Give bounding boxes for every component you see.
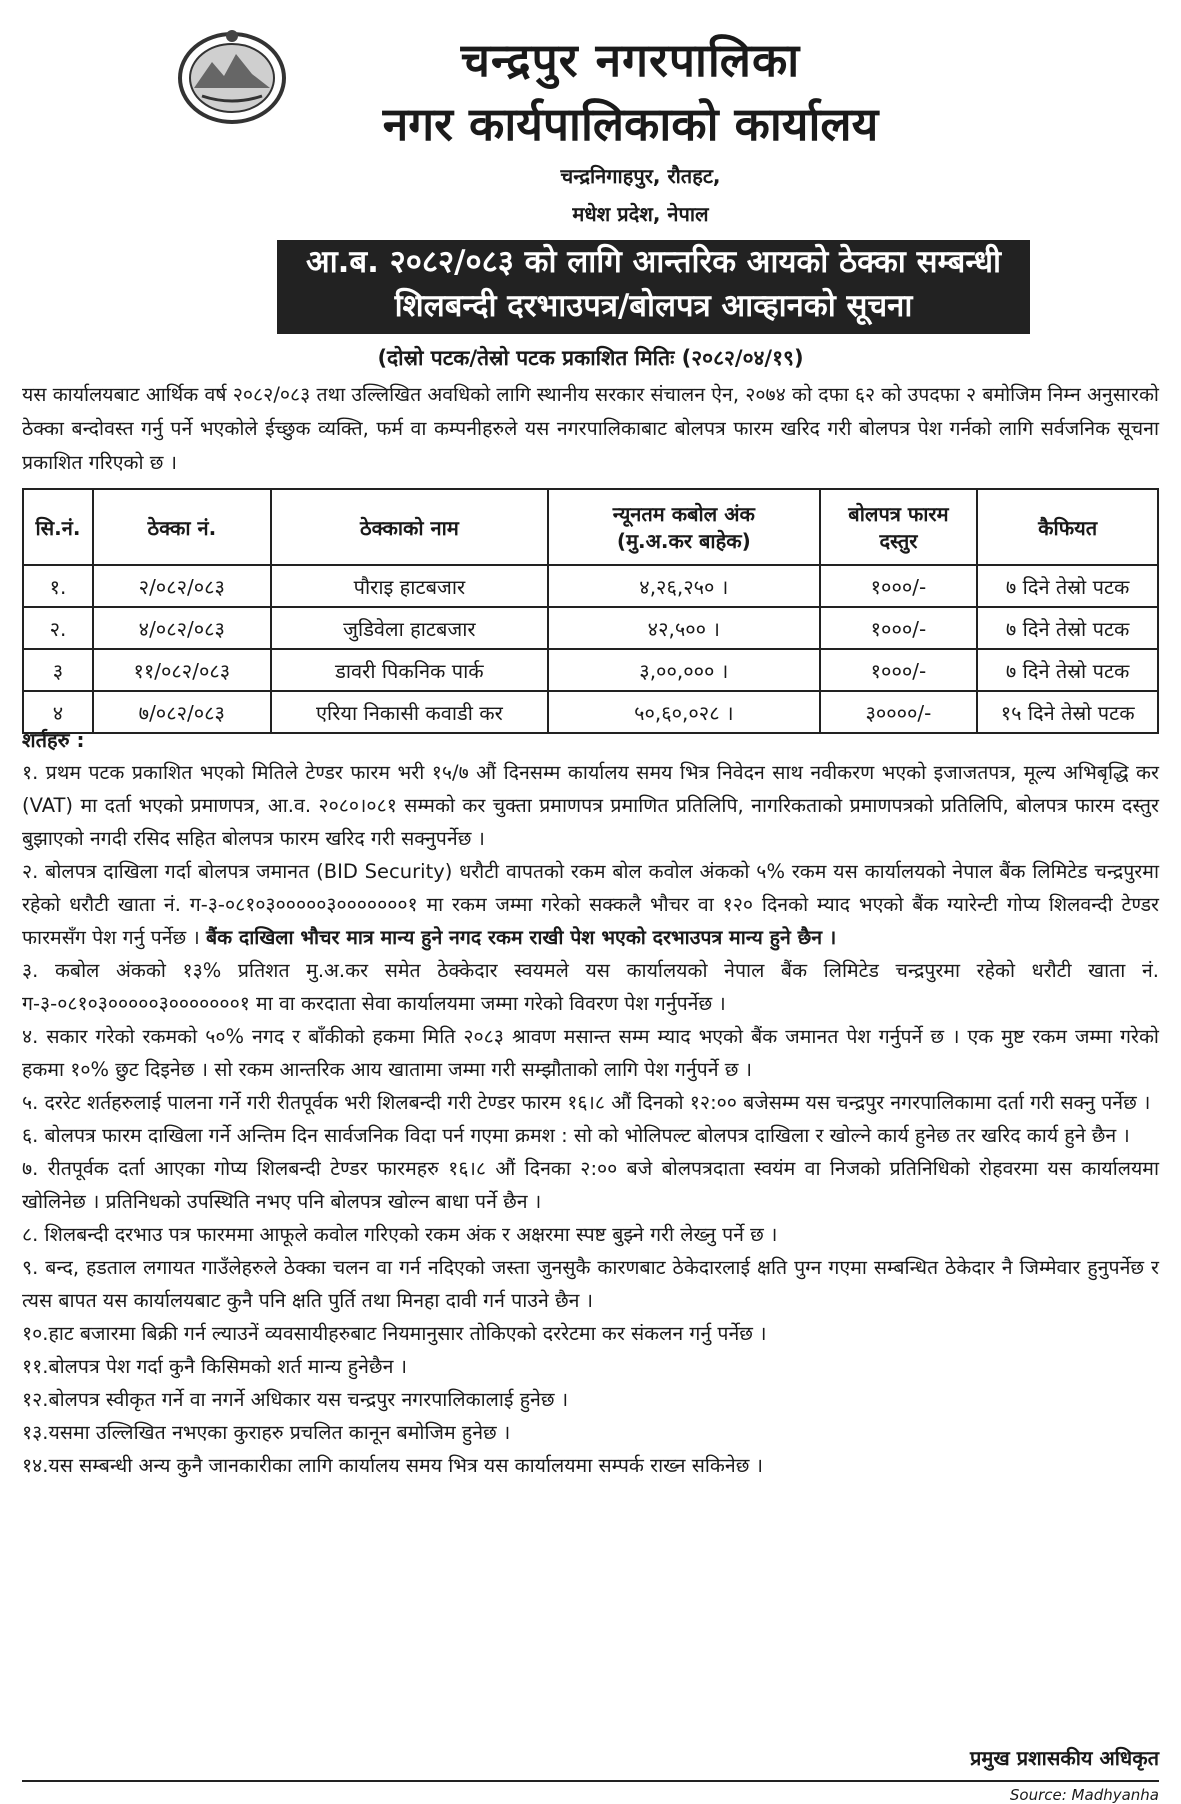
cell-sn: ३ xyxy=(23,649,93,691)
source-credit: Source: Madhyanha xyxy=(1009,1786,1159,1804)
cell-fee: १०००/- xyxy=(820,607,978,649)
table-row xyxy=(23,607,1158,649)
notice-title-line-2: शिलबन्दी दरभाउपत्र/बोलपत्र आव्हानको सूचना xyxy=(394,288,913,324)
address-line-2: मधेश प्रदेश, नेपाल xyxy=(572,202,709,226)
col-header-name: ठेक्काको नाम xyxy=(271,489,548,565)
cell-remarks: १५ दिने तेस्रो पटक xyxy=(977,691,1158,733)
cell-contract-no: २/०८२/०८३ xyxy=(93,565,271,607)
cell-name: एरिया निकासी कवाडी कर xyxy=(271,691,548,733)
condition-2-bold-note: बैंक दाखिला भौचर मात्र मान्य हुने नगद रकम राखी पेश भएको दरभाउपत्र मान्य हुने छैन । xyxy=(205,926,837,949)
cell-name: पौराइ हाटबजार xyxy=(271,565,548,607)
cell-min-bid: ४,२६,२५० । xyxy=(548,565,819,607)
cell-fee: १०००/- xyxy=(820,565,978,607)
table-header-row xyxy=(23,489,1158,565)
cell-sn: २. xyxy=(23,607,93,649)
signatory-title: प्रमुख प्रशासकीय अधिकृत xyxy=(970,1746,1159,1770)
cell-min-bid: ४२,५०० । xyxy=(548,607,819,649)
cell-remarks: ७ दिने तेस्रो पटक xyxy=(977,649,1158,691)
cell-contract-no: ७/०८२/०८३ xyxy=(93,691,271,733)
cell-contract-no: ११/०८२/०८३ xyxy=(93,649,271,691)
col-header-fee xyxy=(820,489,978,565)
notice-title-banner xyxy=(277,240,1030,334)
condition-9: ९. बन्द, हडताल लगायत गाउँलेहरुले ठेक्का चलन वा गर्न नदिएको जस्ता जुनसुकै कारणबाट ठेकेदारलाई क्षति पुग्न गएमा सम्बन्धित ठेकेदार नै जिम्मेवार हुनुपर्नेछ र त्यस बापत यस कार्यालयबाट कुनै पनि क्षति पुर्ति तथा मिनहा दावी गर्न पाउने छैन । xyxy=(22,1256,1159,1312)
cell-name: डावरी पिकनिक पार्क xyxy=(271,649,548,691)
fee-header-line-1: बोलपत्र फारम xyxy=(848,502,949,526)
cell-contract-no: ४/०८२/०८३ xyxy=(93,607,271,649)
cell-remarks: ७ दिने तेस्रो पटक xyxy=(977,565,1158,607)
condition-10: १०.हाट बजारमा बिक्री गर्न ल्याउनें व्यवसायीहरुबाट नियमानुसार तोकिएको दररेटमा कर संकलन गर्नु पर्नेछ । xyxy=(22,1322,767,1345)
table-row xyxy=(23,565,1158,607)
publication-date: (दोस्रो पटक/तेस्रो पटक प्रकाशित मितिः (२०८२/०४/१९) xyxy=(377,346,804,370)
fee-header-line-2: दस्तुर xyxy=(879,529,918,553)
min-bid-header-line-2: (मु.अ.कर बाहेक) xyxy=(616,529,751,553)
cell-fee: ३००००/- xyxy=(820,691,978,733)
condition-6: ६. बोलपत्र फारम दाखिला गर्ने अन्तिम दिन सार्वजनिक विदा पर्न गएमा क्रमश : सो को भोलिपल्ट बोलपत्र दाखिला र खोल्ने कार्य हुनेछ तर खरिद कार्य हुने छैन । xyxy=(22,1124,1130,1147)
table-row xyxy=(23,649,1158,691)
cell-min-bid: ५०,६०,०२८ । xyxy=(548,691,819,733)
office-subtitle: नगर कार्यपालिकाको कार्यालय xyxy=(382,97,879,151)
condition-5: ५. दररेट शर्तहरुलाई पालना गर्ने गरी रीतपूर्वक भरी शिलबन्दी गरी टेण्डर फारम १६।८ औं दिनको १२:०० बजेसम्म यस चन्द्रपुर नगरपालिकामा दर्ता गरी सक्नु पर्नेछ । xyxy=(22,1091,1151,1114)
conditions-heading: शर्तहरु : xyxy=(22,728,85,752)
condition-7: ७. रीतपूर्वक दर्ता आएका गोप्य शिलबन्दी टेण्डर फारमहरु १६।८ औं दिनका २:०० बजे बोलपत्रदाता स्वयंम वा निजको प्रतिनिधिको रोहवरमा यस कार्यालयमा खोलिनेछ । प्रतिनिधको उपस्थिति नभए पनि बोलपत्र खोल्न बाधा पर्ने छैन । xyxy=(22,1157,1159,1213)
office-name: चन्द्रपुर नगरपालिका xyxy=(460,33,801,87)
condition-8: ८. शिलबन्दी दरभाउ पत्र फारममा आफूले कवोल गरिएको रकम अंक र अक्षरमा स्पष्ट बुझ्ने गरी लेख्नु पर्ने छ । xyxy=(22,1223,778,1246)
col-header-sn: सि.नं. xyxy=(23,489,93,565)
condition-3: ३. कबोल अंकको १३% प्रतिशत मु.अ.कर समेत ठेक्केदार स्वयमले यस कार्यालयको नेपाल बैंक लिमिटेड चन्द्रपुरमा रहेको धरौटी खाता नं. ग-३-०८१०३०००००३०००००००१ मा वा करदाता सेवा कार्यालयमा जम्मा गरेको विवरण पेश गर्नुपर्नेछ । xyxy=(22,959,1159,1015)
table-row xyxy=(23,691,1158,733)
notice-title-line-1: आ.ब. २०८२/०८३ को लागि आन्तरिक आयको ठेक्का सम्बन्धी xyxy=(305,244,1002,280)
cell-min-bid: ३,००,००० । xyxy=(548,649,819,691)
condition-13: १३.यसमा उल्लिखित नभएका कुराहरु प्रचलित कानून बमोजिम हुनेछ । xyxy=(22,1421,511,1444)
condition-2 xyxy=(22,855,1159,954)
cell-fee: १०००/- xyxy=(820,649,978,691)
col-header-min-bid xyxy=(548,489,819,565)
cell-name: जुडिवेला हाटबजार xyxy=(271,607,548,649)
condition-2-text: २. बोलपत्र दाखिला गर्दा बोलपत्र जमानत (BID Security) धरौटी वापतको रकम बोल कवोल अंकको ५% रकम यस कार्यालयको नेपाल बैंक लिमिटेड चन्द्रपुरमा रहेको धरौटी खाता नं. ग-३-०८१०३०००००३०००००००१ मा रकम जम्मा गरेको सक्कलै भौचर वा १२० दिनको म्याद भएको बैंक ग्यारेन्टी गोप्य शिलवन्दी टेण्डर फारमसँग पेश गर्नु पर्नेछ । xyxy=(22,860,1159,949)
tender-table xyxy=(22,488,1159,734)
address-line-1: चन्द्रनिगाहपुर, रौतहट, xyxy=(560,164,721,188)
condition-12: १२.बोलपत्र स्वीकृत गर्ने वा नगर्ने अधिकार यस चन्द्रपुर नगरपालिकालाई हुनेछ । xyxy=(22,1388,569,1411)
min-bid-header-line-1: न्यूनतम कबोल अंक xyxy=(612,502,755,526)
conditions-list xyxy=(22,756,1159,1482)
condition-14: १४.यस सम्बन्धी अन्य कुनै जानकारीका लागि कार्यालय समय भित्र यस कार्यालयमा सम्पर्क राख्न सकिनेछ । xyxy=(22,1454,763,1477)
condition-1: १. प्रथम पटक प्रकाशित भएको मितिले टेण्डर फारम भरी १५/७ औं दिनसम्म कार्यालय समय भित्र निवेदन साथ नवीकरण भएको इजाजतपत्र, मूल्य अभिबृद्धि कर (VAT) मा दर्ता भएको प्रमाणपत्र, आ.व. २०८०।०८१ सम्मको कर चुक्ता प्रमाणपत्र प्रमाणित प्रतिलिपि, नागरिकताको प्रमाणपत्रको प्रतिलिपि, बोलपत्र फारम दस्तुर बुझाएको नगदी रसिद सहित बोलपत्र फारम खरिद गरी सक्नुपर्नेछ । xyxy=(22,761,1159,850)
col-header-remarks: कैफियत xyxy=(977,489,1158,565)
col-header-contract-no: ठेक्का नं. xyxy=(93,489,271,565)
intro-paragraph: यस कार्यालयबाट आर्थिक वर्ष २०८२/०८३ तथा उल्लिखित अवधिको लागि स्थानीय सरकार संचालन ऐन, २०७४ को दफा ६२ को उपदफा २ बमोजिम निम्न अनुसारको ठेक्का बन्दोवस्त गर्नु पर्ने भएकोले ईच्छुक व्यक्ति, फर्म वा कम्पनीहरुले यस नगरपालिकाबाट बोलपत्र फारम खरिद गरी बोलपत्र पेश गर्नको लागि सर्वजनिक सूचना प्रकाशित गरिएको छ । xyxy=(22,383,1159,474)
cell-remarks: ७ दिने तेस्रो पटक xyxy=(977,607,1158,649)
cell-sn: १. xyxy=(23,565,93,607)
condition-4: ४. सकार गरेको रकमको ५०% नगद र बाँकीको हकमा मिति २०८३ श्रावण मसान्त सम्म म्याद भएको बैंक जमानत पेश गर्नुपर्ने छ । एक मुष्ट रकम जम्मा गरेको हकमा १०% छुट दिइनेछ । सो रकम आन्तरिक आय खातामा जम्मा गरी सम्झौताको लागि पेश गर्नुपर्ने छ । xyxy=(22,1025,1159,1081)
cell-sn: ४ xyxy=(23,691,93,733)
footer-divider xyxy=(22,1780,1159,1782)
condition-11: ११.बोलपत्र पेश गर्दा कुनै किसिमको शर्त मान्य हुनेछैन । xyxy=(22,1355,407,1378)
